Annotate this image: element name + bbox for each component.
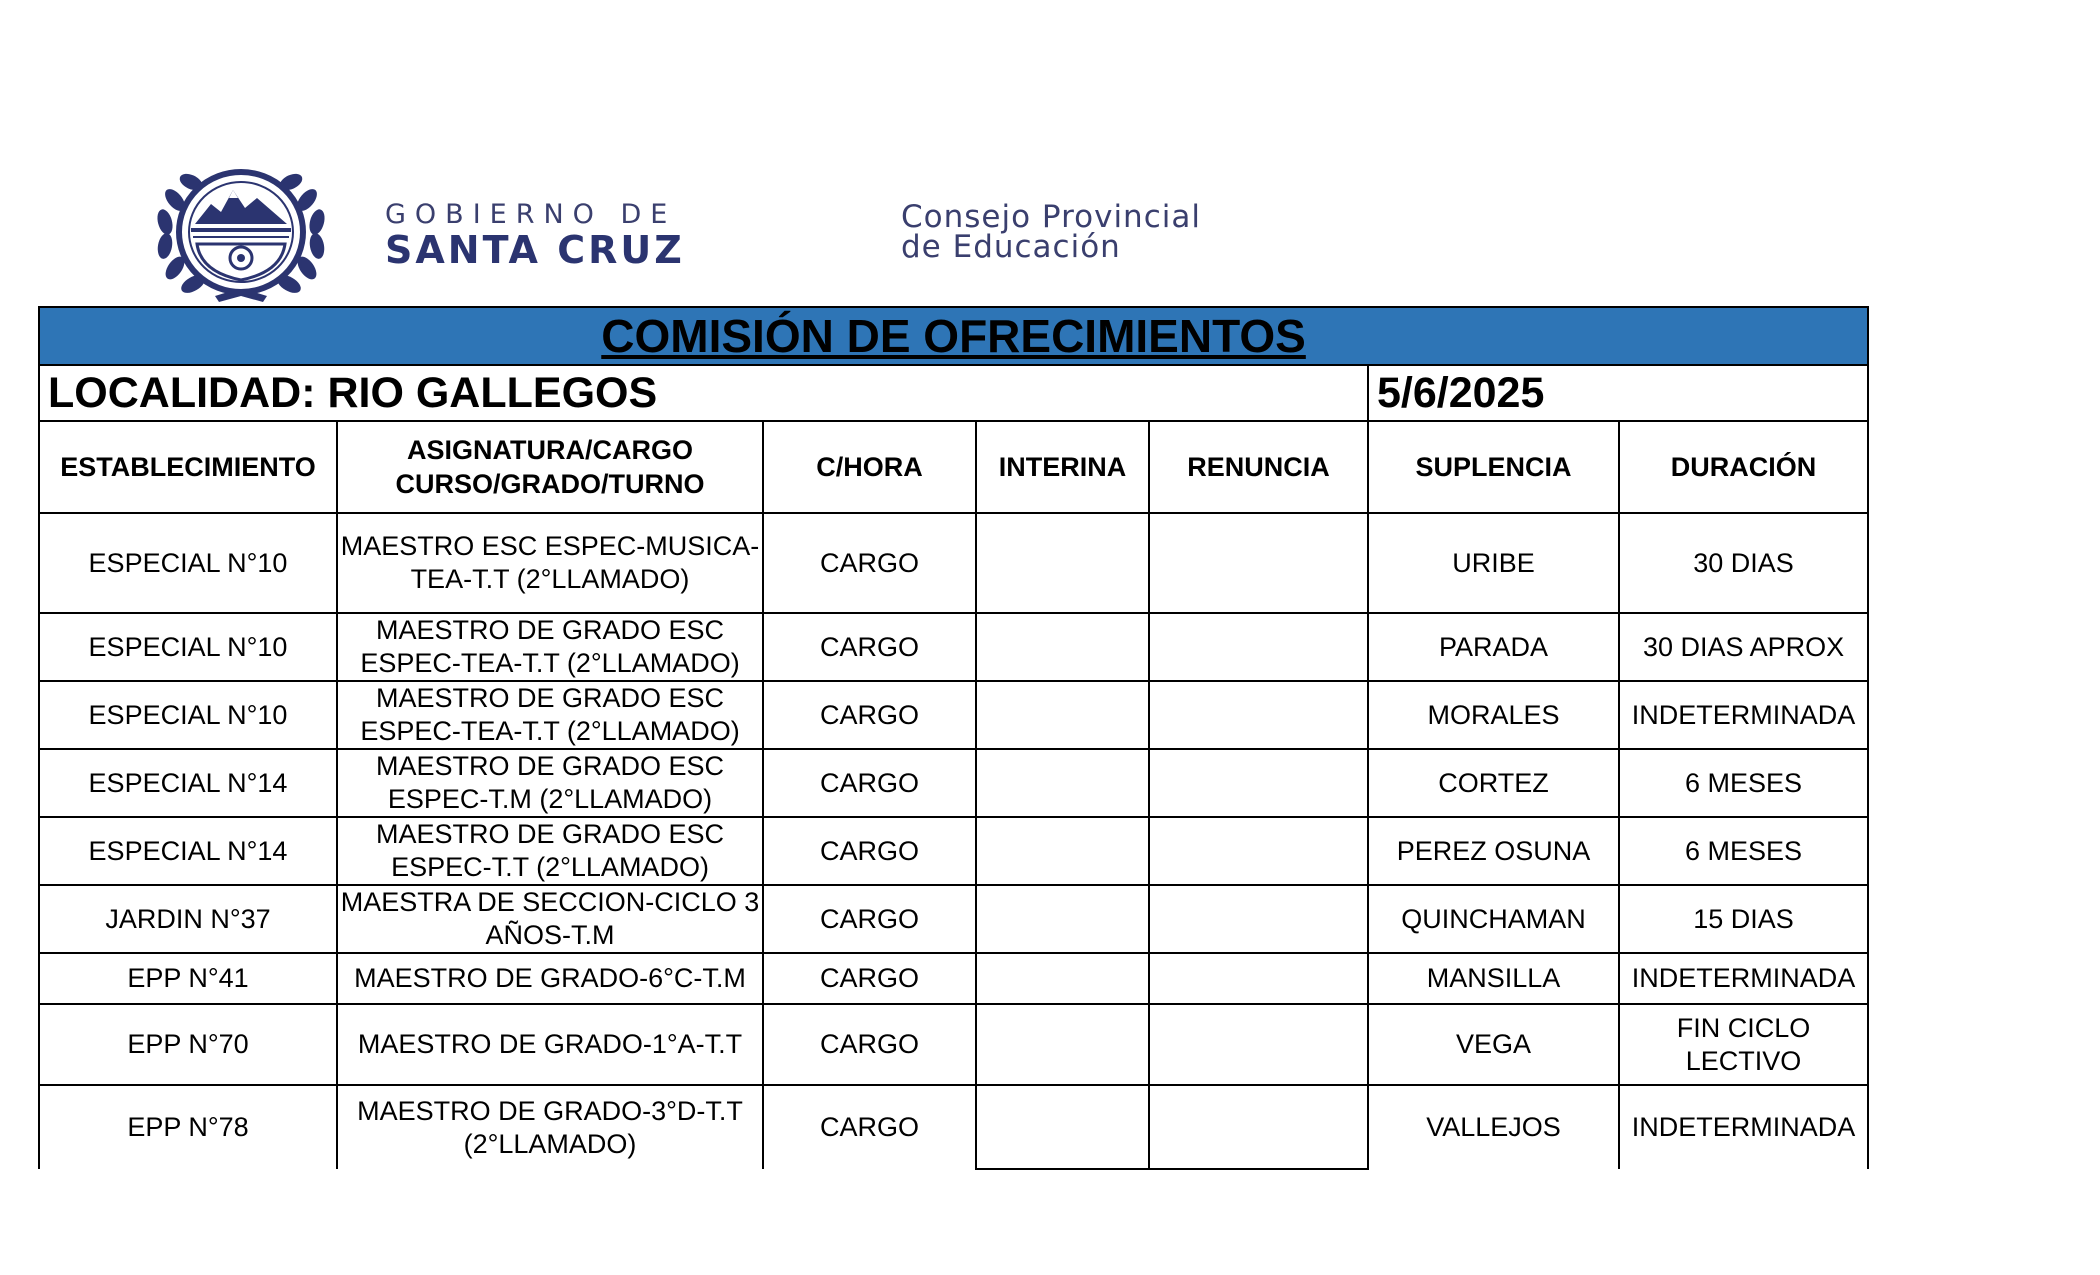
table-cell: JARDIN N°37 [39, 885, 337, 953]
table-cell: EPP N°78 [39, 1085, 337, 1169]
column-header: INTERINA [976, 421, 1149, 513]
table-cell: MAESTRO DE GRADO-1°A-T.T [337, 1004, 763, 1085]
council-line-2: de Educación [901, 229, 1121, 265]
table-cell: MAESTRO DE GRADO ESC ESPEC-T.T (2°LLAMADO) [337, 817, 763, 885]
table-cell: 30 DIAS [1619, 513, 1868, 613]
table-cell: ESPECIAL N°14 [39, 817, 337, 885]
column-header: DURACIÓN [1619, 421, 1868, 513]
offers-table [38, 306, 1869, 1170]
table-cell: CARGO [763, 1004, 976, 1085]
table-cell [1149, 613, 1368, 681]
column-header: C/HORA [763, 421, 976, 513]
table-cell: 15 DIAS [1619, 885, 1868, 953]
table-cell: CARGO [763, 513, 976, 613]
table-cell: ESPECIAL N°10 [39, 681, 337, 749]
column-header: ASIGNATURA/CARGO CURSO/GRADO/TURNO [337, 421, 763, 513]
table-cell: QUINCHAMAN [1368, 885, 1619, 953]
table-cell: CARGO [763, 953, 976, 1004]
table-cell: MAESTRO DE GRADO ESC ESPEC-TEA-T.T (2°LLAMADO) [337, 681, 763, 749]
council-name [901, 199, 1201, 265]
location-label: LOCALIDAD: RIO GALLEGOS [39, 365, 1368, 421]
table-cell: MAESTRO DE GRADO-6°C-T.M [337, 953, 763, 1004]
table-cell [1149, 817, 1368, 885]
table-row [39, 749, 1868, 817]
table-cell: CORTEZ [1368, 749, 1619, 817]
table-cell: 6 MESES [1619, 749, 1868, 817]
table-cell: VEGA [1368, 1004, 1619, 1085]
table-cell: MANSILLA [1368, 953, 1619, 1004]
table-title: COMISIÓN DE OFRECIMIENTOS [39, 307, 1868, 365]
date-label: 5/6/2025 [1368, 365, 1868, 421]
location-row [39, 365, 1868, 421]
table-cell: URIBE [1368, 513, 1619, 613]
table-row [39, 681, 1868, 749]
table-cell [1149, 749, 1368, 817]
table-cell: MORALES [1368, 681, 1619, 749]
table-cell: PARADA [1368, 613, 1619, 681]
table-row [39, 1085, 1868, 1169]
table-cell: MAESTRA DE SECCION-CICLO 3 AÑOS-T.M [337, 885, 763, 953]
table-cell: INDETERMINADA [1619, 953, 1868, 1004]
table-row [39, 885, 1868, 953]
table-cell [1149, 1004, 1368, 1085]
column-header: RENUNCIA [1149, 421, 1368, 513]
table-cell: EPP N°70 [39, 1004, 337, 1085]
table-cell [976, 613, 1149, 681]
table-row [39, 953, 1868, 1004]
table-row [39, 613, 1868, 681]
province-label: SANTA CRUZ [385, 228, 685, 272]
table-cell: CARGO [763, 817, 976, 885]
table-cell: CARGO [763, 613, 976, 681]
government-label: GOBIERNO DE [385, 199, 677, 230]
table-cell: EPP N°41 [39, 953, 337, 1004]
table-cell [1149, 885, 1368, 953]
table-cell: 6 MESES [1619, 817, 1868, 885]
table-cell: ESPECIAL N°10 [39, 613, 337, 681]
table-cell: CARGO [763, 749, 976, 817]
table-cell [1149, 1085, 1368, 1169]
table-cell: MAESTRO DE GRADO ESC ESPEC-TEA-T.T (2°LLAMADO) [337, 613, 763, 681]
table-cell: ESPECIAL N°10 [39, 513, 337, 613]
table-cell: VALLEJOS [1368, 1085, 1619, 1169]
table-cell [976, 513, 1149, 613]
table-cell [1149, 513, 1368, 613]
table-row [39, 817, 1868, 885]
table-cell: MAESTRO ESC ESPEC-MUSICA-TEA-T.T (2°LLAMADO) [337, 513, 763, 613]
table-row [39, 513, 1868, 613]
table-cell: MAESTRO DE GRADO ESC ESPEC-T.M (2°LLAMADO) [337, 749, 763, 817]
table-cell [1149, 953, 1368, 1004]
table-cell [976, 1085, 1149, 1169]
table-cell [976, 885, 1149, 953]
column-header-row [39, 421, 1868, 513]
table-cell [976, 817, 1149, 885]
table-cell: FIN CICLO LECTIVO [1619, 1004, 1868, 1085]
table-cell: INDETERMINADA [1619, 1085, 1868, 1169]
table-cell: MAESTRO DE GRADO-3°D-T.T (2°LLAMADO) [337, 1085, 763, 1169]
table-cell: CARGO [763, 681, 976, 749]
column-header: ESTABLECIMIENTO [39, 421, 337, 513]
table-cell: CARGO [763, 885, 976, 953]
table-cell [1149, 681, 1368, 749]
table-cell [976, 953, 1149, 1004]
santa-cruz-seal-icon [145, 160, 337, 304]
table-cell [976, 1004, 1149, 1085]
table-cell [976, 749, 1149, 817]
title-row [39, 307, 1868, 365]
council-line-1: Consejo Provincial [901, 199, 1201, 235]
table-cell [976, 681, 1149, 749]
government-name [385, 200, 685, 270]
table-cell: 30 DIAS APROX [1619, 613, 1868, 681]
table-cell: PEREZ OSUNA [1368, 817, 1619, 885]
table-row [39, 1004, 1868, 1085]
column-header: SUPLENCIA [1368, 421, 1619, 513]
page-header [145, 160, 1345, 310]
table-cell: ESPECIAL N°14 [39, 749, 337, 817]
table-cell: CARGO [763, 1085, 976, 1169]
table-cell: INDETERMINADA [1619, 681, 1868, 749]
